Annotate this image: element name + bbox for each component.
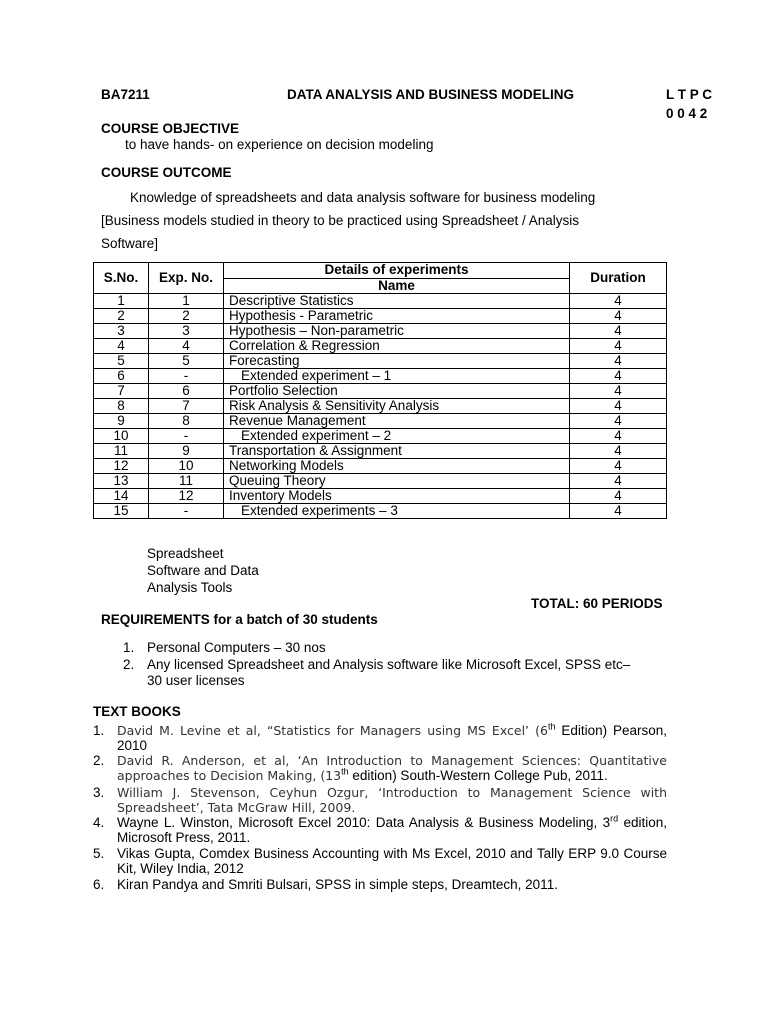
table-row <box>94 459 667 474</box>
cell-duration: 4 <box>570 414 667 429</box>
objective-text: to have hands- on experience on decision modeling <box>125 137 434 152</box>
requirements-heading: REQUIREMENTS for a batch of 30 students <box>101 612 378 627</box>
cell-name: Hypothesis – Non-parametric <box>224 324 570 339</box>
cell-duration: 4 <box>570 489 667 504</box>
table-row <box>94 324 667 339</box>
experiments-table <box>93 262 667 519</box>
cell-exp-no: 4 <box>149 339 224 354</box>
table-row <box>94 339 667 354</box>
textbook-sup: th <box>547 721 556 732</box>
cell-duration: 4 <box>570 324 667 339</box>
cell-sno: 14 <box>94 489 149 504</box>
header-duration: Duration <box>570 263 667 294</box>
textbook-text: David M. Levine et al, “Statistics for Managers using MS Excel’ (6 <box>117 723 548 738</box>
cell-duration: 4 <box>570 429 667 444</box>
outcome-heading: COURSE OUTCOME <box>101 165 232 180</box>
textbook-text-tail: edition, Microsoft Press, 2011. <box>117 815 667 845</box>
textbook-num: 1. <box>93 723 105 738</box>
table-row <box>94 384 667 399</box>
table-row <box>94 504 667 519</box>
cell-sno: 4 <box>94 339 149 354</box>
cell-exp-no: 1 <box>149 294 224 309</box>
outcome-line-1: Knowledge of spreadsheets and data analysis software for business modeling <box>130 190 596 205</box>
tools-line-1: Spreadsheet <box>147 546 224 561</box>
cell-duration: 4 <box>570 354 667 369</box>
cell-exp-no: 11 <box>149 474 224 489</box>
cell-name: Hypothesis - Parametric <box>224 309 570 324</box>
total-periods: TOTAL: 60 PERIODS <box>531 596 663 611</box>
header-sno: S.No. <box>94 263 149 294</box>
requirement-text: Personal Computers – 30 nos <box>147 640 326 655</box>
cell-name: Queuing Theory <box>224 474 570 489</box>
textbook-text-tail: edition) South-Western College Pub, 2011. <box>348 768 608 783</box>
cell-sno: 11 <box>94 444 149 459</box>
cell-sno: 1 <box>94 294 149 309</box>
cell-duration: 4 <box>570 474 667 489</box>
course-code: BA7211 <box>101 87 150 102</box>
cell-name: Risk Analysis & Sensitivity Analysis <box>224 399 570 414</box>
textbook-text: Kiran Pandya and Smriti Bulsari, SPSS in simple steps, Dreamtech, 2011. <box>117 877 558 892</box>
cell-duration: 4 <box>570 384 667 399</box>
cell-name: Networking Models <box>224 459 570 474</box>
tools-line-3: Analysis Tools <box>147 580 233 595</box>
table-row <box>94 444 667 459</box>
textbooks-heading: TEXT BOOKS <box>93 704 181 719</box>
table-row <box>94 369 667 384</box>
cell-sno: 8 <box>94 399 149 414</box>
cell-exp-no: 3 <box>149 324 224 339</box>
cell-duration: 4 <box>570 504 667 519</box>
cell-sno: 7 <box>94 384 149 399</box>
requirement-text: Any licensed Spreadsheet and Analysis software like Microsoft Excel, SPSS etc– <box>147 657 631 672</box>
cell-sno: 15 <box>94 504 149 519</box>
cell-exp-no: - <box>149 429 224 444</box>
cell-exp-no: - <box>149 369 224 384</box>
textbook-text-tail: Edition) Pearson, 2010 <box>117 723 667 753</box>
cell-exp-no: 5 <box>149 354 224 369</box>
cell-name: Correlation & Regression <box>224 339 570 354</box>
header-exp-no: Exp. No. <box>149 263 224 294</box>
cell-exp-no: - <box>149 504 224 519</box>
textbook-text: William J. Stevenson, Ceyhun Ozgur, ‘Introduction to Management Science with Spreadsheet’, Tata McGraw Hill, 2009. <box>117 785 667 815</box>
textbook-text: Vikas Gupta, Comdex Business Accounting with Ms Excel, 2010 and Tally ERP 9.0 Course Kit, Wiley India, 2012 <box>117 846 667 876</box>
cell-name: Extended experiments – 3 <box>224 504 570 519</box>
cell-sno: 12 <box>94 459 149 474</box>
table-row <box>94 294 667 309</box>
textbook-text: David R. Anderson, et al, ‘An Introduction to Management Sciences: Quantitative approaches to Decision Making, (13 <box>117 753 667 783</box>
cell-name: Extended experiment – 2 <box>224 429 570 444</box>
cell-exp-no: 9 <box>149 444 224 459</box>
cell-name: Inventory Models <box>224 489 570 504</box>
textbook-num: 5. <box>93 846 105 861</box>
cell-sno: 9 <box>94 414 149 429</box>
table-row <box>94 489 667 504</box>
cell-name: Forecasting <box>224 354 570 369</box>
cell-sno: 13 <box>94 474 149 489</box>
table-row <box>94 474 667 489</box>
textbook-num: 6. <box>93 877 105 892</box>
cell-name: Extended experiment – 1 <box>224 369 570 384</box>
cell-duration: 4 <box>570 309 667 324</box>
cell-exp-no: 8 <box>149 414 224 429</box>
cell-exp-no: 6 <box>149 384 224 399</box>
cell-duration: 4 <box>570 369 667 384</box>
course-title: DATA ANALYSIS AND BUSINESS MODELING <box>287 87 575 102</box>
cell-duration: 4 <box>570 399 667 414</box>
ltpc-values: 0 0 4 2 <box>666 106 708 121</box>
cell-exp-no: 2 <box>149 309 224 324</box>
cell-duration: 4 <box>570 459 667 474</box>
cell-name: Revenue Management <box>224 414 570 429</box>
textbook-num: 3. <box>93 785 105 800</box>
cell-sno: 2 <box>94 309 149 324</box>
textbook-sup: rd <box>610 813 619 824</box>
tools-line-2: Software and Data <box>147 563 259 578</box>
header-name: Name <box>224 278 570 294</box>
requirement-text-cont: 30 user licenses <box>147 673 245 688</box>
cell-duration: 4 <box>570 294 667 309</box>
requirement-num: 2. <box>123 657 135 672</box>
textbook-sup: th <box>341 766 349 777</box>
table-row <box>94 354 667 369</box>
table-row <box>94 414 667 429</box>
textbook-num: 2. <box>93 753 105 768</box>
cell-name: Descriptive Statistics <box>224 294 570 309</box>
cell-sno: 5 <box>94 354 149 369</box>
table-row <box>94 399 667 414</box>
objective-heading: COURSE OBJECTIVE <box>101 121 240 136</box>
textbook-num: 4. <box>93 815 105 830</box>
cell-name: Transportation & Assignment <box>224 444 570 459</box>
cell-sno: 6 <box>94 369 149 384</box>
outcome-line-2: [Business models studied in theory to be practiced using Spreadsheet / Analysis <box>101 213 580 228</box>
cell-exp-no: 7 <box>149 399 224 414</box>
ltpc-label: L T P C <box>666 87 713 102</box>
cell-exp-no: 12 <box>149 489 224 504</box>
header-details: Details of experiments <box>224 263 570 279</box>
requirement-num: 1. <box>123 640 135 655</box>
cell-name: Portfolio Selection <box>224 384 570 399</box>
table-row <box>94 429 667 444</box>
cell-sno: 3 <box>94 324 149 339</box>
outcome-line-3: Software] <box>101 236 159 251</box>
cell-duration: 4 <box>570 444 667 459</box>
table-row <box>94 309 667 324</box>
cell-duration: 4 <box>570 339 667 354</box>
textbook-text: Wayne L. Winston, Microsoft Excel 2010: Data Analysis & Business Modeling, 3 <box>117 815 611 830</box>
cell-sno: 10 <box>94 429 149 444</box>
cell-exp-no: 10 <box>149 459 224 474</box>
